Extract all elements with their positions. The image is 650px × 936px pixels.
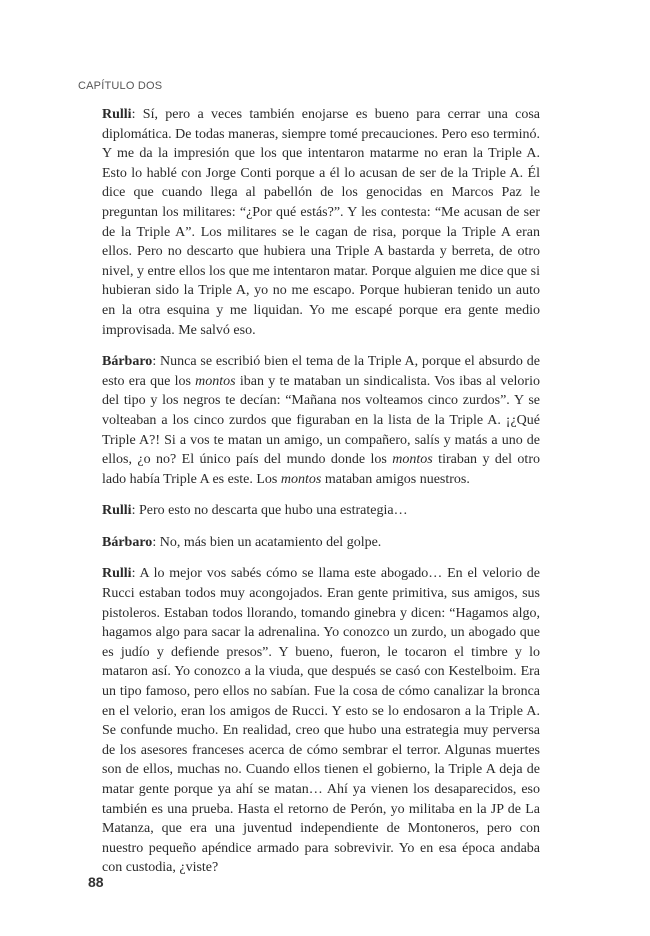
page-body	[102, 105, 540, 890]
dialogue-paragraph	[102, 501, 540, 521]
paragraph-text: : Pero esto no descarta que hubo una estrategia…	[131, 503, 408, 519]
speaker-name: Rulli	[102, 503, 132, 519]
paragraph-text: : A lo mejor vos sabés cómo se llama este abogado… En el velorio de Rucci estaban todos muy acongojados. Eran gente primitiva, sus amigos, sus pistoleros. Estaban todos llorando, tomando ginebra y dicen: “Hagamos algo, hagamos algo para sacar la adrenalina. Yo conozco un zurdo, un abogado que es judío y defiende presos”. Y bueno, fueron, le tocaron el timbre y lo mataron así. Yo conozco a la viuda, que después se casó con Kestelboim. Era un tipo famoso, pero ellos no sabían. Fue la cosa de cómo canalizar la bronca en el velorio, eran los amigos de Rucci. Y esto se lo endosaron a la Triple A. Se confunde mucho. En realidad, creo que hubo una estrategia muy perversa de los asesores franceses acerca de cómo sembrar el terror. Algunas muertes son de ellos, muchas no. Cuando ellos tienen el gobierno, la Triple A deja de matar gente porque ya ahí se matan… Ahí ya vienen los desaparecidos, eso también es una prueba. Hasta el retorno de Perón, yo militaba en la JP de La Matanza, que era una juventud independiente de Montoneros, pero con nuestro pequeño apéndice armado para sobrevivir. Yo en esa época andaba con custodia, ¿viste?	[102, 566, 540, 876]
page-number: 88	[88, 874, 104, 890]
italic-text: montos	[195, 373, 236, 389]
paragraph-text: iban y te mataban un sindicalista. Vos ibas al velorio del tipo y los negros te decían: “Mañana nos volteamos cinco zurdos”. Y se volteaban a los cinco zurdos que figuraban en la lista de la Triple A. ¡¿Qué Triple A?! Si a vos te matan un amigo, un compañero, salís y matás a uno de ellos, ¿o no? El único país del mundo donde los	[102, 373, 540, 468]
paragraph-text: : Nunca se escribió bien el tema de la Triple A, porque el absurdo de esto era que los	[102, 354, 540, 389]
paragraph-text: tiraban y del otro lado había Triple A es este. Los	[102, 452, 540, 487]
paragraph-text: : No, más bien un acatamiento del golpe.	[152, 534, 382, 550]
speaker-name: Rulli	[102, 566, 132, 582]
paragraph-text: : Sí, pero a veces también enojarse es bueno para cerrar una cosa diplomática. De todas maneras, siempre tomé precauciones. Pero eso terminó. Y me da la impresión que los que intentaron matarme no eran la Triple A. Esto lo hablé con Jorge Conti porque a él lo acusan de ser de la Triple A. Él dice que cuando llega al pabellón de los genocidas en Marcos Paz le preguntan los militares: “¿Por qué estás?”. Y les contesta: “Me acusan de ser de la Triple A”. Los militares se le cagan de risa, porque la Triple A eran ellos. Pero no descarto que hubiera una Triple A bastarda y berreta, de otro nivel, y entre ellos los que me intentaron matar. Porque alguien me dice que si hubieran sido la Triple A, yo no me escapo. Porque hubieran tenido un auto en la otra esquina y me liquidan. Yo me escapé porque era gente medio improvisada. Me salvó eso.	[102, 107, 540, 338]
dialogue-paragraph	[102, 533, 540, 553]
dialogue-paragraph	[102, 105, 540, 340]
dialogue-paragraph	[102, 564, 540, 878]
dialogue-paragraph	[102, 352, 540, 489]
italic-text: montos	[280, 471, 322, 487]
italic-text: montos	[392, 452, 433, 468]
speaker-name: Bárbaro	[102, 354, 153, 370]
speaker-name: Bárbaro	[102, 534, 153, 550]
running-head: CAPÍTULO DOS	[78, 80, 163, 92]
paragraph-text: mataban amigos nuestros.	[321, 471, 470, 487]
speaker-name: Rulli	[102, 107, 132, 122]
